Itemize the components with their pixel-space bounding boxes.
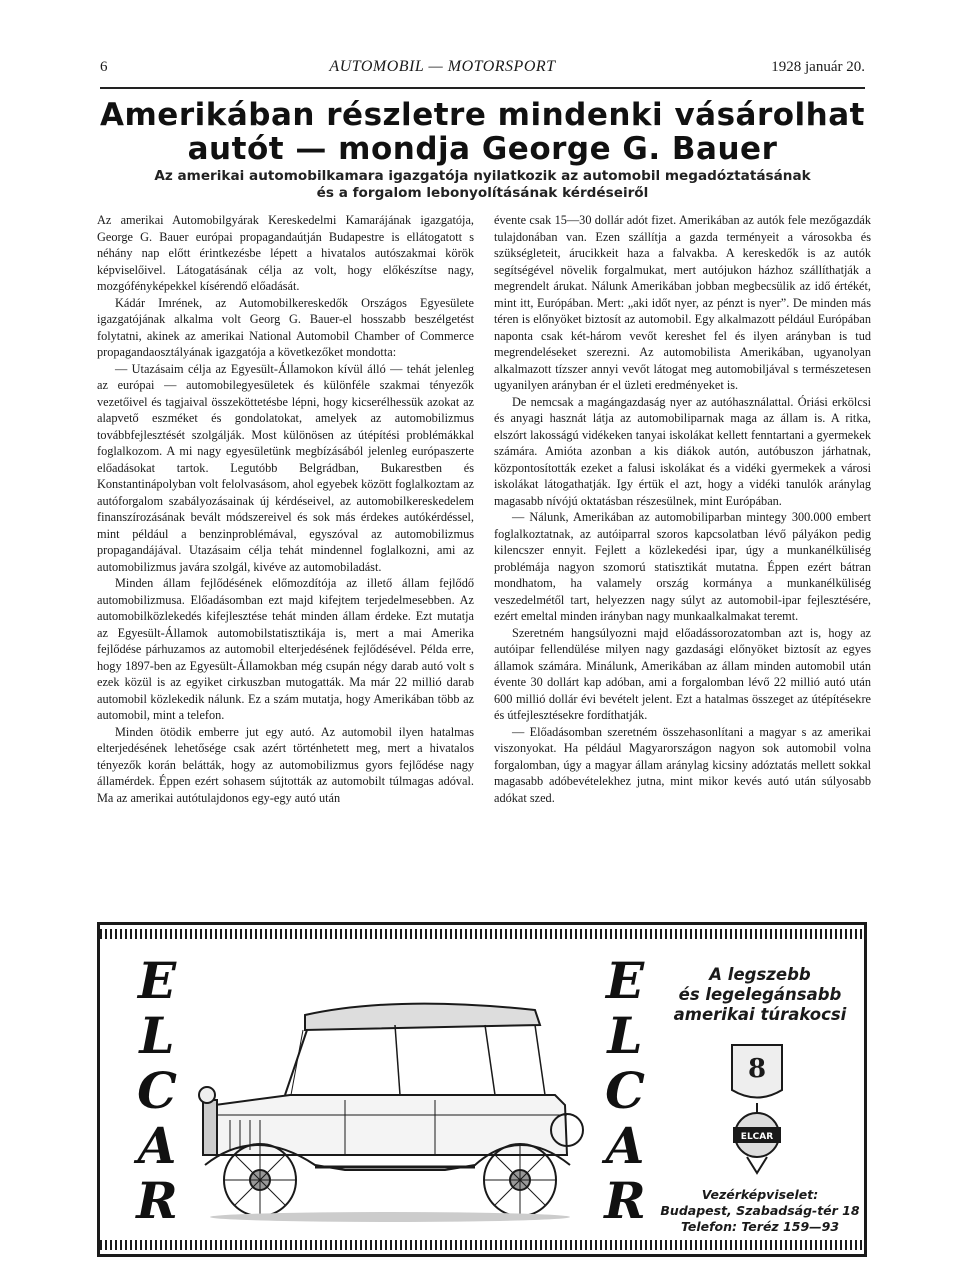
brand-letter: C: [605, 1061, 645, 1120]
issue-date: 1928 január 20.: [771, 59, 865, 75]
paragraph: évente csak 15—30 dollár adót fizet. Amerikában az autók fele mezőgazdák tulajdonában van. Ezen szállítja a gazda terményeit a városokba és szükségleteit, árucikkeit haza a falvakba. A kereskedők is az autók segítségével növelik forgalmukat, mert autójukon házhoz szállíthatják a megrendelt árukat. Nálunk Amerikában jobban megbecsülik az idő értékét, mint itt, Európában. Mert: „aki időt nyer, az pénzt is nyer”. De minden más téren is előnyöket biztosít az automobil. Egy alkalmazott például Európában naponta csak két-három vevőt kereshet fel és ilyen arányban is tud megrendeléseket szerezni. Az automobilista Amerikában, ugyanolyan alkalmazott tízszer annyi vevőt látogat meg automobiljával s természetesen ugyanilyen arányban ér el üzleti eredményeket is.: [494, 213, 871, 392]
brand-letter: L: [607, 1006, 643, 1065]
paragraph: Minden állam fejlődésének előmozdítója az illető állam fejlődő automobilizmusa. Előadásomban ezt majd kifejtem terjedelmesebben. Az automobilközlekedés kifejlesztése tehát minden állam érdeke. Ezt mutatja az Egyesült-Államok automobilstatisztikája is, mert a mai Amerika fejlődése párhuzamos az automobil elterjedésének fejlődésével. Példa erre, hogy 1897-ben az Egyesült-Államokban még csupán négy darab autó volt s ezek közül is az egyiket cirkuszban mutogatták. Ma már 22 millió darab automobil közlekedik nálunk. Ez a szám mutatja, hogy Amerikában több az automobil, mint a telefon.: [97, 576, 474, 722]
page-header: [100, 58, 865, 89]
paragraph: Minden ötödik emberre jut egy autó. Az automobil ilyen hatalmas elterjedésének lehetősége csak azért történhetett meg, mert a hivatalos tényezők korán belátták, hogy az automobilizmus gyors fejlődése nagy államérdek. Éppen ezért sohasem sújtották az automobilt túlmagas adóval. Ma az amerikai autótulajdonos egy-egy autó után: [97, 724, 474, 805]
svg-text:8: 8: [747, 1054, 767, 1084]
paragraph: — Nálunk, Amerikában az automobiliparban mintegy 300.000 embert foglalkoztatnak, az autóiparral szoros kapcsolatban lévő pályákon pedig kilencszer ennyit. Fejlett a közlekedési ipar, úgy a munkanélküliség problémája nagyon szomorú statisztikát mutatna. Éppen ezért bátran mondhatom, ha valamely ország kormánya a munkanélküliség veszedelmétől tart, helyezzen nagy súlyt az automobil-ipar fejlesztésére, ezért emeltal minden irányban nagy munkaalkalmakat teremt.: [494, 510, 871, 623]
touring-car-illustration: [195, 955, 585, 1225]
slogan-line: amerikai túrakocsi: [673, 1005, 847, 1024]
paragraph: Kádár Imrének, az Automobilkereskedők Országos Egyesülete igazgatójának alkalma volt Georg G. Bauer-el hosszabb beszélgetést folytatni, akinek az amerikai National Automobil Chamber of Commerce propagandaosztályának igazgatója a következőket mondotta:: [97, 295, 474, 359]
magazine-name: AUTOMOBIL — MOTORSPORT: [329, 58, 556, 75]
brand-letters-left: [122, 953, 192, 1228]
elcar-logo-icon: [712, 1035, 802, 1185]
article-column-right: [494, 212, 871, 806]
page-number: 6: [100, 59, 108, 75]
agency-address: Budapest, Szabadság-tér 18: [660, 1203, 860, 1218]
brand-letter: L: [139, 1006, 175, 1065]
decorative-border-bottom: [100, 1240, 864, 1250]
article-title: [100, 98, 865, 166]
ad-agency-info: [660, 1187, 860, 1235]
paragraph: Az amerikai Automobilgyárak Kereskedelmi Kamarájának igazgatója, George G. Bauer európai propagandaútján Budapestre is ellátogatott s néhány nap előtt érintkezésbe lépett a hivatalos autószakmai körök képviselőivel. Látogatásának célja az volt, hogy előkészítse nagy, mozgófényképekkel kísérendő előadását.: [97, 213, 474, 293]
brand-letter: A: [137, 1116, 177, 1175]
brand-letters-right: [590, 953, 660, 1228]
brand-letter: A: [605, 1116, 645, 1175]
elcar-advertisement: [97, 922, 867, 1257]
title-line-1: Amerikában részletre mindenki vásárolhat: [100, 97, 865, 133]
brand-letter: E: [605, 951, 645, 1010]
brand-letter: E: [137, 951, 177, 1010]
agency-label: Vezérképviselet:: [701, 1187, 819, 1202]
title-line-2: autót — mondja George G. Bauer: [187, 131, 778, 167]
brand-letter: R: [604, 1171, 646, 1230]
subtitle-line-1: Az amerikai automobilkamara igazgatója nyilatkozik az automobil megadóztatásának: [154, 168, 811, 184]
brand-letter: C: [137, 1061, 177, 1120]
agency-phone: Telefon: Teréz 159—93: [680, 1219, 840, 1234]
slogan-line: és legelegánsabb: [678, 985, 842, 1004]
ad-slogan: [670, 965, 850, 1025]
slogan-line: A legszebb: [709, 965, 811, 984]
paragraph: — Előadásomban szeretném összehasonlítani a magyar s az amerikai viszonyokat. Ha például Magyarországon nagyon sok automobil volna forgalomban, úgy a magyar állam aránylag kicsiny adóztatás mellett sokkal magasabb adóbevételekhez jutna, mint mikor kevés autó után súlyosabb adókat szed.: [494, 724, 871, 805]
logo-text: ELCAR: [740, 1132, 774, 1142]
paragraph: De nemcsak a magángazdaság nyer az autóhasználattal. Óriási erkölcsi és anyagi hasznát látja az automobiliparnak maga az állam is. A ritka, elszórt lakosságú vidékeken tanyai iskolákat kellett fenntartani a gyermekek számára. Amióta azonban a kis diákok autón, autóbuszon járhatnak, központosították ezeket a falusi iskolákat és a vidéki gyermekek a városi iskolákat látogathatják. Igy értük el azt, hogy a vidéki tanulók aránylag magasabb nívójú oktatásban részesülnek, mint Európában.: [494, 394, 871, 508]
decorative-border-top: [100, 929, 864, 939]
paragraph: — Utazásaim célja az Egyesült-Államokon kívül álló — tehát jelenleg az európai — automobilegyesületek és különféle szakmai tényezők vezetőivel és tagjaival összeköttetésbe lépni, hogy kicserélhessük azokat az alapvető eszméket és gondolatokat, amelyek az automobilizmus továbbfejlesztését szolgálják. Most különösen az útépítési problémákkal foglalkozom. A mi nagy egyesületünk megbízásából jelenleg európaszerte előadásokat tartok. Legutóbb Belgrádban, Bukarestben és Konstantinápolyban volt felolvasásom, ahol egyebek között foglalkoztam az autóforgalom szabályozásainak új kérdéseivel, az automobilkereskedelem finanszírozásának bevált módszereivel és sok más érdekes autókérdéssel, mint például a benzinproblémával, egyszóval az automobilizmus propagandájával. Utazásaim célja tehát mindennel foglalkozni, ami az automobilizmus javára szolgál, kivéve az automobiladást.: [97, 361, 474, 574]
article-column-left: [97, 212, 474, 806]
paragraph: Szeretném hangsúlyozni majd előadássorozatomban azt is, hogy az autóipar fellendülése milyen nagy gazdasági előnyöket biztosít az egyes államok számára. Minálunk, Amerikában az állam minden automobil után évente 30 dollárt kap adóban, ami a forgalomban lévő 22 millió autó után 600 millió dollár évi bevételt jelent. Ezt a hatalmas összeget az útépítésekre és útfejlesztésekre fordíthatják.: [494, 625, 871, 722]
subtitle-line-2: és a forgalom lebonyolításának kérdéseiről: [316, 185, 649, 201]
brand-letter: R: [136, 1171, 178, 1230]
article-subtitle: [100, 168, 865, 202]
